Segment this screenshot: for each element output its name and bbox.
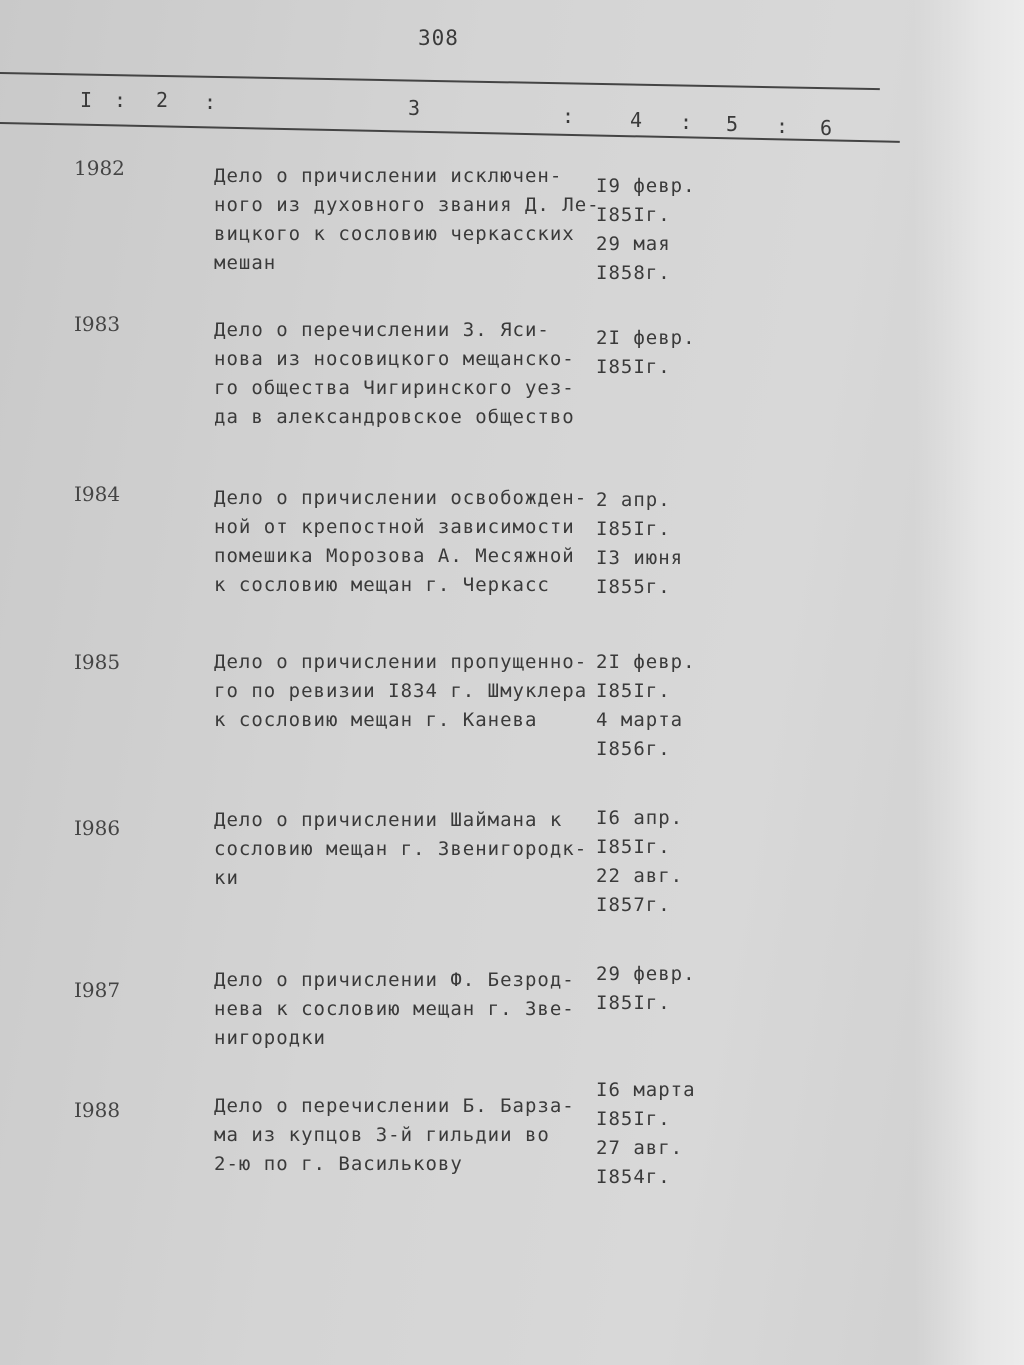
col-sep-3: : (562, 104, 575, 128)
description-line: ного из духовного звания Д. Ле- (214, 194, 600, 216)
date-line: 29 февр. (596, 963, 696, 985)
date-line: I858г. (596, 262, 671, 284)
entry-number: I983 (74, 312, 121, 336)
date-line: I85Iг. (596, 680, 671, 702)
date-line: I854г. (596, 1166, 671, 1188)
description-line: Дело о причислении пропущенно- (214, 651, 588, 673)
entry-dates (596, 486, 683, 602)
date-line: I6 апр. (596, 807, 684, 829)
col-5-heading: 5 (726, 112, 739, 136)
description-line: ной от крепостной зависимости (214, 516, 575, 538)
date-line: I9 февр. (596, 175, 696, 197)
col-1-heading: I (80, 88, 93, 112)
description-line: 2-ю по г. Василькову (214, 1153, 463, 1175)
col-sep-4: : (680, 110, 693, 134)
date-line: I6 марта (596, 1079, 696, 1101)
description-line: да в александровское общество (214, 406, 575, 428)
date-line: I85Iг. (596, 204, 671, 226)
col-4-heading: 4 (630, 108, 643, 132)
col-6-heading: 6 (820, 116, 833, 140)
entry-dates (596, 172, 696, 288)
entry-description (214, 316, 594, 432)
entry-dates (596, 804, 683, 920)
column-headings (0, 86, 1024, 146)
entry-description (214, 162, 600, 278)
date-line: I85Iг. (596, 518, 671, 540)
date-line: 22 авг. (596, 865, 684, 887)
entry-number: I988 (74, 1098, 121, 1122)
date-line: 27 авг. (596, 1137, 684, 1159)
date-line: I3 июня (596, 547, 684, 569)
entry-description (214, 648, 594, 735)
description-line: помешика Морозова А. Месяжной (214, 545, 575, 567)
col-sep-1: : (114, 88, 127, 112)
entry-dates (596, 648, 696, 764)
entry-number: I984 (74, 482, 121, 506)
description-line: ки (214, 867, 239, 889)
entry-dates (596, 1076, 696, 1192)
entry-number: I985 (74, 650, 121, 674)
date-line: I856г. (596, 738, 671, 760)
entry-description (214, 806, 594, 893)
date-line: I85Iг. (596, 1108, 671, 1130)
page-edge-shadow (914, 0, 1024, 1365)
description-line: к сословию мещан г. Канева (214, 709, 538, 731)
description-line: Дело о перечислении З. Яси- (214, 319, 550, 341)
description-line: к сословию мещан г. Черкасс (214, 574, 550, 596)
date-line: 4 марта (596, 709, 684, 731)
description-line: Дело о перечислении Б. Барза- (214, 1095, 575, 1117)
entry-dates (596, 324, 696, 382)
description-line: нигородки (214, 1027, 326, 1049)
entry-description (214, 484, 594, 600)
date-line: 29 мая (596, 233, 671, 255)
date-line: 2 апр. (596, 489, 671, 511)
date-line: I85Iг. (596, 836, 671, 858)
entry-description (214, 966, 594, 1053)
date-line: 2I февр. (596, 651, 696, 673)
date-line: I855г. (596, 576, 671, 598)
date-line: I85Iг. (596, 992, 671, 1014)
description-line: Дело о причислении исключен- (214, 165, 563, 187)
description-line: вицкого к сословию черкасских (214, 223, 575, 245)
entry-number: 1982 (74, 156, 125, 180)
description-line: сословию мещан г. Звенигородк- (214, 838, 588, 860)
entry-description (214, 1092, 594, 1179)
description-line: ма из купцов 3-й гильдии во (214, 1124, 550, 1146)
date-line: I85Iг. (596, 356, 671, 378)
col-2-heading: 2 (156, 88, 169, 112)
page-number: 308 (418, 26, 459, 50)
entry-dates (596, 960, 696, 1018)
description-line: го общества Чигиринского уез- (214, 377, 575, 399)
col-sep-5: : (776, 114, 789, 138)
description-line: Дело о причислении Шаймана к (214, 809, 563, 831)
description-line: мешан (214, 252, 277, 274)
description-line: го по ревизии I834 г. Шмуклера (214, 680, 588, 702)
description-line: Дело о причислении освобожден- (214, 487, 588, 509)
date-line: 2I февр. (596, 327, 696, 349)
description-line: нова из носовицкого мещанско- (214, 348, 575, 370)
entry-number: I987 (74, 978, 121, 1002)
col-sep-2: : (204, 90, 217, 114)
date-line: I857г. (596, 894, 671, 916)
col-3-heading: 3 (408, 96, 421, 120)
description-line: Дело о причислении Ф. Безрод- (214, 969, 575, 991)
entry-number: I986 (74, 816, 121, 840)
description-line: нева к сословию мещан г. Зве- (214, 998, 575, 1020)
